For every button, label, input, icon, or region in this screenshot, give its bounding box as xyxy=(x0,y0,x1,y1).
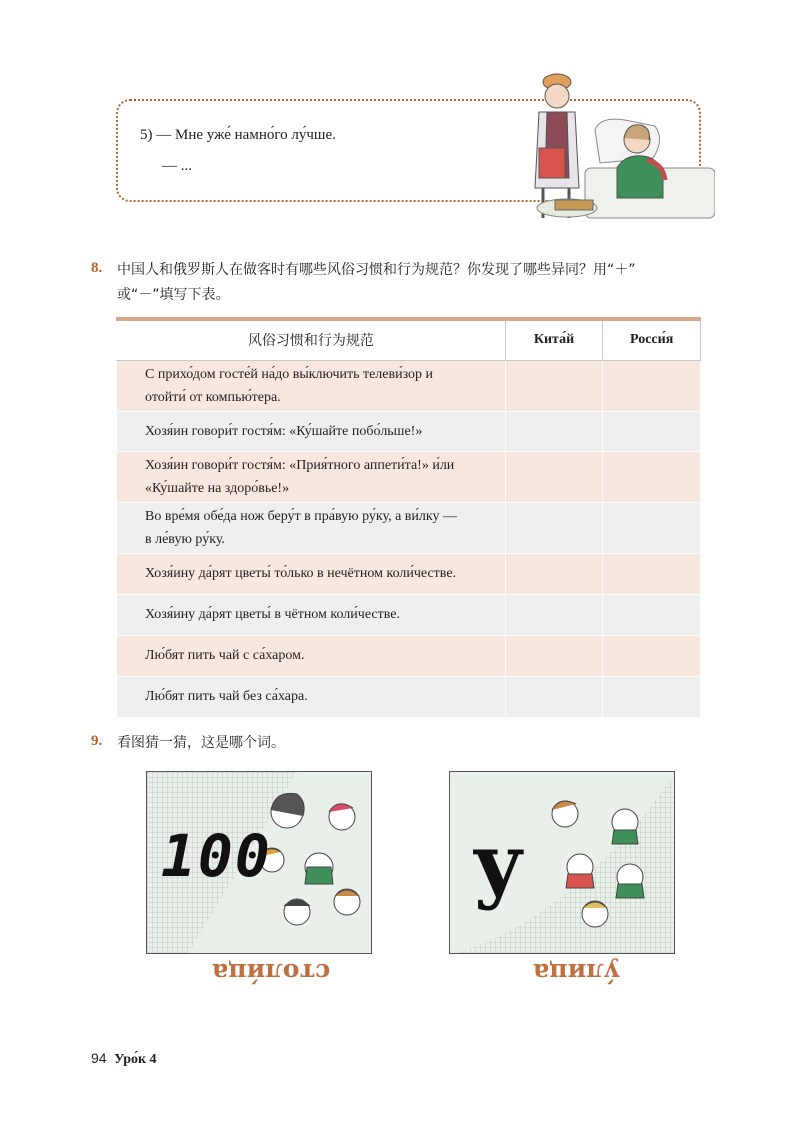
china-answer-cell[interactable] xyxy=(505,360,603,411)
exercise-9-number: 9. xyxy=(91,733,103,749)
table-cell-custom: С прихо́дом госте́й на́до вы́ключить телеви́зор и отойти́ от компью́тера. xyxy=(117,360,506,411)
doctor-patient-illustration xyxy=(525,68,715,230)
china-answer-cell[interactable] xyxy=(505,553,603,594)
puzzle-picture-2 xyxy=(449,771,675,954)
puzzle-1-answer-upside-down: столи́ца xyxy=(212,958,331,987)
russia-answer-cell[interactable] xyxy=(603,635,701,676)
puzzle-2-answer-upside-down: у́лица xyxy=(533,958,620,987)
table-cell-custom: Хозя́ину да́рят цветы́ в чётном коли́честве. xyxy=(117,594,506,635)
exercise-8-text-line1: 中国人和俄罗斯人在做客时有哪些风俗习惯和行为规范？你发现了哪些异同？用“＋” xyxy=(117,262,636,278)
russia-answer-cell[interactable] xyxy=(603,553,701,594)
table-row xyxy=(117,553,701,594)
table-header-row xyxy=(117,319,701,360)
table-row xyxy=(117,635,701,676)
russia-answer-cell[interactable] xyxy=(603,594,701,635)
header-russia: Росси́я xyxy=(603,319,701,360)
lesson-label: Уро́к 4 xyxy=(114,1052,157,1067)
table-row xyxy=(117,451,701,502)
table-row xyxy=(117,411,701,451)
exercise-8-text-line2: 或“－”填写下表。 xyxy=(117,287,230,303)
table-cell-custom: Хозя́ину да́рят цветы́ то́лько в нечётном коли́честве. xyxy=(117,553,506,594)
table-cell-custom: Хозя́ин говори́т гостя́м: «Ку́шайте побо́льше!» xyxy=(117,411,506,451)
table-row xyxy=(117,502,701,553)
table-row xyxy=(117,360,701,411)
exercise-9-text: 看图猜一猜，这是哪个词。 xyxy=(117,735,285,751)
page-footer xyxy=(91,1050,157,1068)
exercise-8-number: 8. xyxy=(91,260,103,276)
russia-answer-cell[interactable] xyxy=(603,360,701,411)
table-cell-custom: Лю́бят пить чай без са́хара. xyxy=(117,676,506,717)
table-cell-custom: Хозя́ин говори́т гостя́м: «Прия́тного аппети́та!» и́ли «Ку́шайте на здоро́вье!» xyxy=(117,451,506,502)
table-cell-custom: Во вре́мя обе́да нож беру́т в пра́вую ру́ку, а ви́лку — в ле́вую ру́ку. xyxy=(117,502,506,553)
dialogue-line-1: 5) — Мне уже́ намно́го лу́чше. xyxy=(140,127,336,143)
russia-answer-cell[interactable] xyxy=(603,676,701,717)
puzzle-picture-1 xyxy=(146,771,372,954)
table-cell-custom: Лю́бят пить чай с са́харом. xyxy=(117,635,506,676)
table-row xyxy=(117,594,701,635)
china-answer-cell[interactable] xyxy=(505,594,603,635)
russia-answer-cell[interactable] xyxy=(603,451,701,502)
china-answer-cell[interactable] xyxy=(505,411,603,451)
puzzle-1-number: 100 xyxy=(161,822,272,890)
customs-table xyxy=(116,317,701,718)
russia-answer-cell[interactable] xyxy=(603,411,701,451)
table-row xyxy=(117,676,701,717)
dialogue-line-2: — ... xyxy=(162,158,192,174)
header-china: Кита́й xyxy=(505,319,603,360)
header-customs: 风俗习惯和行为规范 xyxy=(117,319,506,360)
china-answer-cell[interactable] xyxy=(505,451,603,502)
china-answer-cell[interactable] xyxy=(505,502,603,553)
china-answer-cell[interactable] xyxy=(505,676,603,717)
page-number: 94 xyxy=(91,1050,107,1066)
russia-answer-cell[interactable] xyxy=(603,502,701,553)
china-answer-cell[interactable] xyxy=(505,635,603,676)
puzzle-2-letter: у xyxy=(472,816,525,912)
